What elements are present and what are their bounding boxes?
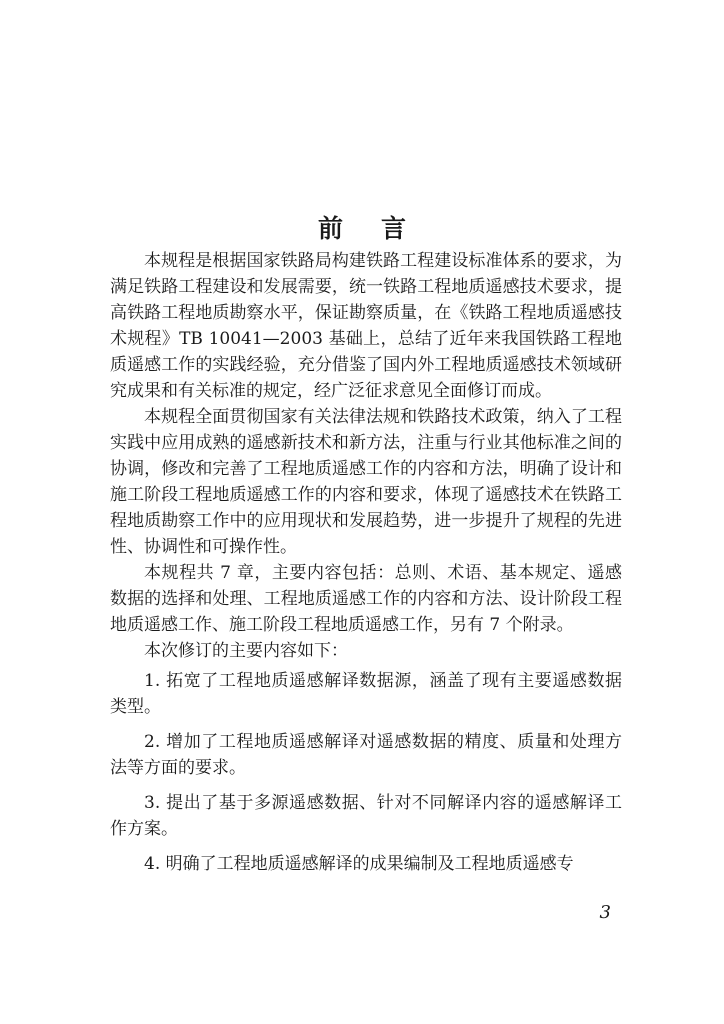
preface-body — [110, 248, 622, 877]
revision-item-4: 4. 明确了工程地质遥感解译的成果编制及工程地质遥感专 — [144, 854, 574, 874]
paragraph-2: 本规程全面贯彻国家有关法律法规和铁路技术政策，纳入了工程实践中应用成熟的遥感新技术和新方法，注重与行业其他标准之间的协调，修改和完善了工程地质遥感工作的内容和方法，明确了设计和施工阶段工程地质遥感工作的内容和要求，体现了遥感技术在铁路工程地质勘察工作中的应用现状和发展趋势，进一步提升了规程的先进性、协调性和可操作性。 — [110, 407, 622, 557]
revision-item-1: 1. 拓宽了工程地质遥感解译数据源，涵盖了现有主要遥感数据类型。 — [110, 671, 622, 717]
paragraph-1: 本规程是根据国家铁路局构建铁路工程建设标准体系的要求，为满足铁路工程建设和发展需要，统一铁路工程地质遥感技术要求，提高铁路工程地质勘察水平，保证勘察质量，在《铁路工程地质遥感技术规程》TB 10041—2003 基础上，总结了近年来我国铁路工程地质遥感工作的实践经验，充分借鉴了国内外工程地质遥感技术领域研究成果和有关标准的规定，经广泛征求意见全面修订而成。 — [110, 251, 622, 401]
paragraph-3: 本规程共 7 章，主要内容包括：总则、术语、基本规定、遥感数据的选择和处理、工程地质遥感工作的内容和方法、设计阶段工程地质遥感工作、施工阶段工程地质遥感工作，另有 7 个附录。 — [110, 563, 622, 635]
page-title: 前言 — [317, 213, 444, 243]
paragraph-4: 本次修订的主要内容如下： — [144, 641, 348, 661]
revision-item-3: 3. 提出了基于多源遥感数据、针对不同解译内容的遥感解译工作方案。 — [110, 793, 622, 839]
revision-item-2: 2. 增加了工程地质遥感解译对遥感数据的精度、质量和处理方法等方面的要求。 — [110, 732, 622, 778]
page-number: 3 — [599, 902, 611, 923]
